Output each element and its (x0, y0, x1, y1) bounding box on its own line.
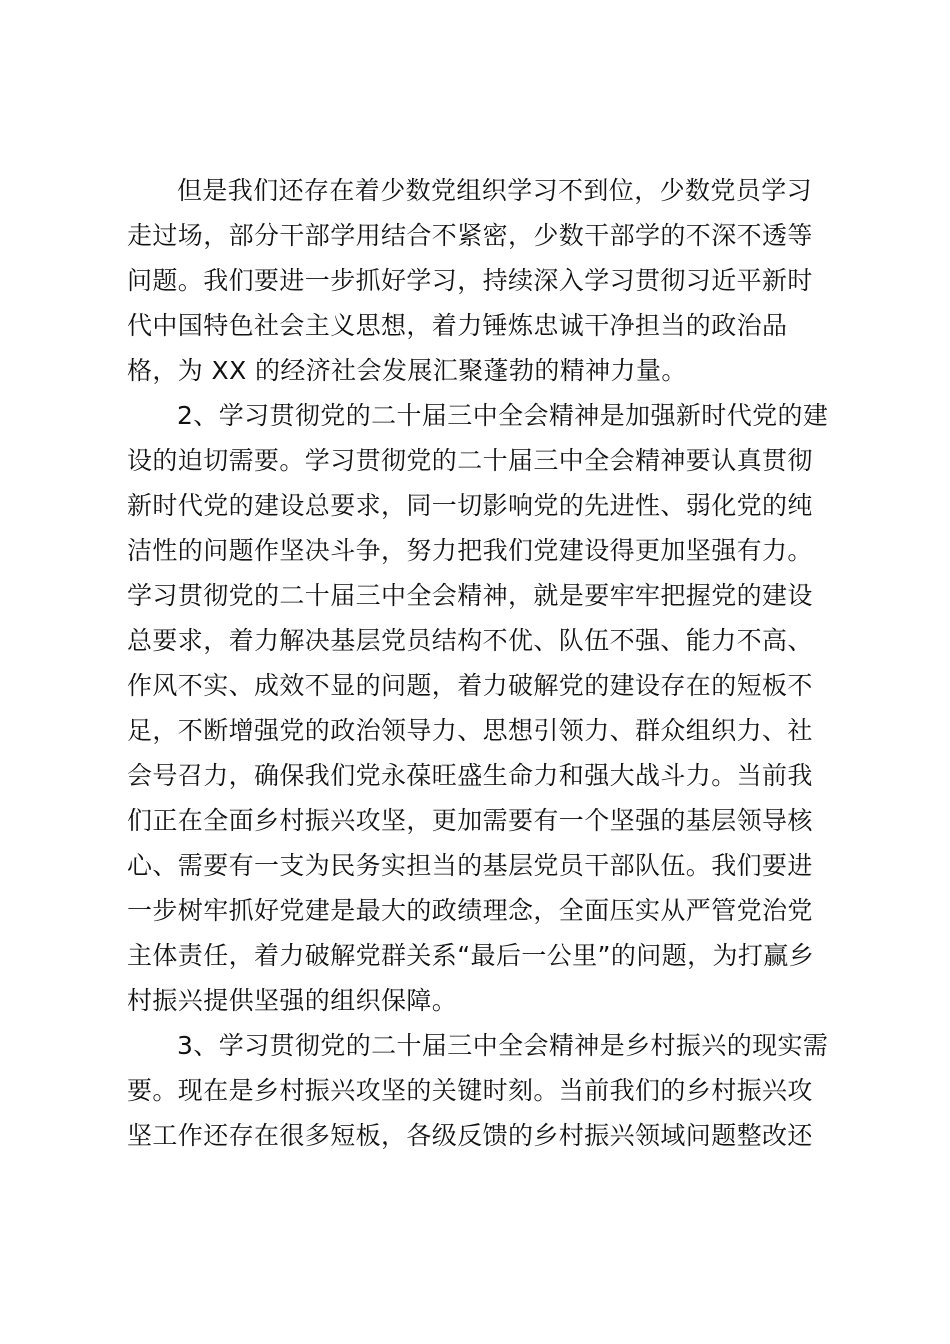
paragraph-2-line-1: 2、学习贯彻党的二十届三中全会精神是加强新时代党的建 (177, 401, 829, 430)
paragraph-2-line-7: 作风不实、成效不显的问题，着力破解党的建设存在的短板不 (127, 671, 813, 700)
paragraph-2-line-9: 会号召力，确保我们党永葆旺盛生命力和强大战斗力。当前我 (127, 761, 813, 790)
paragraph-3-line-2: 要。现在是乡村振兴攻坚的关键时刻。当前我们的乡村振兴攻 (127, 1076, 813, 1105)
paragraph-2-line-13: 主体责任，着力破解党群关系“最后一公里”的问题，为打赢乡 (127, 941, 815, 970)
paragraph-2-line-3: 新时代党的建设总要求，同一切影响党的先进性、弱化党的纯 (127, 491, 813, 520)
paragraph-2-line-2: 设的迫切需要。学习贯彻党的二十届三中全会精神要认真贯彻 (127, 446, 813, 475)
paragraph-2-line-4: 洁性的问题作坚决斗争，努力把我们党建设得更加坚强有力。 (127, 536, 813, 565)
paragraph-2-line-10: 们正在全面乡村振兴攻坚，更加需要有一个坚强的基层领导核 (127, 806, 813, 835)
paragraph-2-line-12: 一步树牢抓好党建是最大的政绩理念，全面压实从严管党治党 (127, 896, 813, 925)
paragraph-2-line-14: 村振兴提供坚强的组织保障。 (127, 986, 458, 1015)
paragraph-3-line-3: 坚工作还存在很多短板，各级反馈的乡村振兴领域问题整改还 (127, 1121, 813, 1150)
paragraph-1-line-5: 格，为 XX 的经济社会发展汇聚蓬勃的精神力量。 (127, 356, 687, 385)
paragraph-2-line-8: 足，不断增强党的政治领导力、思想引领力、群众组织力、社 (127, 716, 813, 745)
paragraph-2-line-11: 心、需要有一支为民务实担当的基层党员干部队伍。我们要进 (127, 851, 813, 880)
paragraph-2-line-6: 总要求，着力解决基层党员结构不优、队伍不强、能力不高、 (127, 626, 813, 655)
paragraph-3-line-1: 3、学习贯彻党的二十届三中全会精神是乡村振兴的现实需 (177, 1031, 829, 1060)
document-body (127, 168, 837, 1158)
paragraph-1-line-2: 走过场，部分干部学用结合不紧密，少数干部学的不深不透等 (127, 221, 813, 250)
paragraph-1-line-4: 代中国特色社会主义思想，着力锤炼忠诚干净担当的政治品 (127, 311, 788, 340)
paragraph-1-line-3: 问题。我们要进一步抓好学习，持续深入学习贯彻习近平新时 (127, 266, 813, 295)
paragraph-1-line-1: 但是我们还存在着少数党组织学习不到位，少数党员学习 (177, 176, 813, 205)
paragraph-2-line-5: 学习贯彻党的二十届三中全会精神，就是要牢牢把握党的建设 (127, 581, 813, 610)
